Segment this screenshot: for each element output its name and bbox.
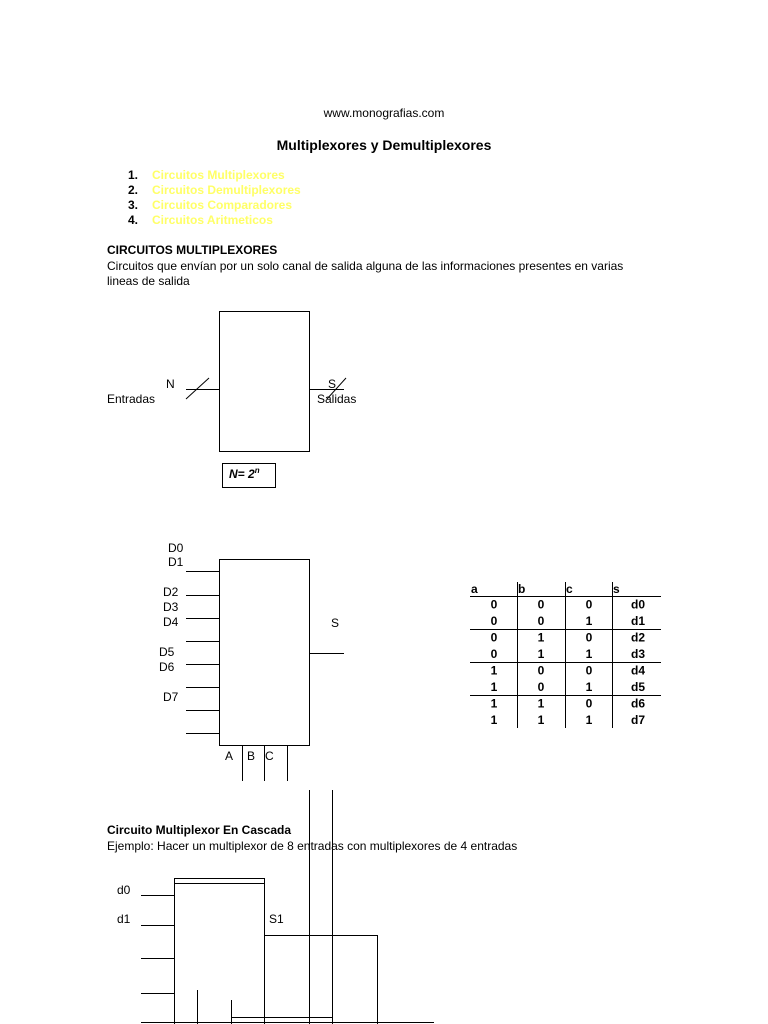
truth-cell: 1 — [585, 614, 593, 628]
truth-cell: 1 — [585, 647, 593, 661]
s-label: S — [328, 377, 337, 391]
truth-cell: 1 — [537, 696, 545, 711]
truth-cell: 0 — [537, 680, 545, 694]
truth-cell: 0 — [585, 663, 593, 678]
formula-eq: = 2 — [237, 467, 255, 481]
select-label-b: B — [247, 749, 256, 763]
truth-cell: d7 — [630, 713, 646, 727]
cascade-input-d1: d1 — [117, 912, 131, 926]
section-heading-multiplexores: CIRCUITOS MULTIPLEXORES — [107, 243, 278, 257]
formula-exponent: n — [254, 466, 260, 475]
input-label-d2: D2 — [163, 585, 179, 599]
truth-cell: 1 — [537, 713, 545, 727]
truth-cell: 0 — [585, 597, 593, 612]
formula-box — [222, 463, 276, 488]
truth-cell: 1 — [537, 647, 545, 661]
site-url[interactable]: www.monografias.com — [323, 106, 445, 120]
input-label-d6: D6 — [159, 660, 175, 674]
truth-cell: 0 — [537, 663, 545, 678]
truth-cell: d3 — [630, 647, 646, 661]
truth-cell: 0 — [537, 597, 545, 612]
input-label-d1: D1 — [168, 555, 184, 569]
truth-table-grid — [470, 582, 665, 732]
toc-number: 4. — [128, 213, 139, 227]
truth-cell: 0 — [490, 647, 498, 661]
formula-n: N — [229, 467, 238, 481]
mux8-block — [220, 560, 310, 746]
input-label-d5: D5 — [159, 645, 175, 659]
toc-number: 3. — [128, 198, 139, 212]
cascade-input-lines — [141, 896, 174, 994]
truth-cell: d6 — [630, 696, 646, 711]
toc-item[interactable] — [128, 183, 301, 198]
truth-cell: 0 — [490, 630, 498, 645]
truth-cell: d0 — [630, 597, 646, 612]
toc-item[interactable] — [128, 198, 301, 213]
input-label-d4: D4 — [163, 615, 179, 629]
truth-table — [470, 582, 665, 737]
toc-link-multiplexores[interactable]: Circuitos Multiplexores — [152, 168, 285, 182]
truth-cell: d1 — [630, 614, 646, 628]
input-label-d0: D0 — [168, 541, 184, 555]
n-label: N — [166, 377, 175, 391]
truth-header-a: a — [471, 582, 478, 596]
input-bus-slash — [186, 378, 209, 399]
truth-cell: d5 — [630, 680, 646, 694]
truth-cell: 0 — [537, 614, 545, 628]
cascade-input-d0: d0 — [117, 883, 131, 897]
toc-number: 1. — [128, 168, 139, 182]
truth-cell: 0 — [585, 696, 593, 711]
truth-cell: 1 — [585, 713, 593, 727]
toc-link-aritmeticos[interactable]: Circuitos Aritmeticos — [152, 213, 273, 227]
toc-link-demultiplexores[interactable]: Circuitos Demultiplexores — [152, 183, 301, 197]
toc-link-comparadores[interactable]: Circuitos Comparadores — [152, 198, 293, 212]
select-label-a: A — [225, 749, 234, 763]
truth-cell: 0 — [585, 630, 593, 645]
section-body-cascada: Ejemplo: Hacer un multiplexor de 8 entradas con multiplexores de 4 entradas — [107, 839, 518, 853]
truth-header-c: c — [566, 582, 573, 596]
truth-header-s: s — [613, 582, 620, 596]
section-body-line: Circuitos que envían por un solo canal de salida alguna de las informaciones presentes en varias — [107, 259, 624, 273]
table-of-contents — [128, 168, 301, 228]
mux-block — [220, 312, 310, 452]
truth-cell: 1 — [585, 680, 593, 694]
truth-cell: 0 — [490, 614, 498, 628]
truth-cell: d4 — [630, 663, 646, 678]
salidas-label: Salidas — [317, 392, 357, 406]
cascade-output-s1: S1 — [269, 912, 284, 926]
section-heading-cascada: Circuito Multiplexor En Cascada — [107, 823, 292, 837]
truth-cell: 1 — [490, 713, 498, 727]
entradas-label: Entradas — [107, 392, 156, 406]
mux8-input-lines — [186, 572, 219, 734]
input-label-d7: D7 — [163, 690, 179, 704]
truth-cell: 1 — [490, 663, 498, 678]
output-label-s: S — [331, 616, 340, 630]
toc-item[interactable] — [128, 213, 301, 228]
toc-item[interactable] — [128, 168, 301, 183]
truth-cell: 1 — [490, 680, 498, 694]
truth-cell: 0 — [490, 597, 498, 612]
page-title: Multiplexores y Demultiplexores — [276, 137, 492, 153]
truth-cell: 1 — [490, 696, 498, 711]
truth-cell: 1 — [537, 630, 545, 645]
toc-number: 2. — [128, 183, 139, 197]
truth-cell: d2 — [630, 630, 646, 645]
select-label-c: C — [265, 749, 274, 763]
input-label-d3: D3 — [163, 600, 179, 614]
section-body-line: lineas de salida — [107, 274, 190, 288]
truth-header-b: b — [518, 582, 526, 596]
